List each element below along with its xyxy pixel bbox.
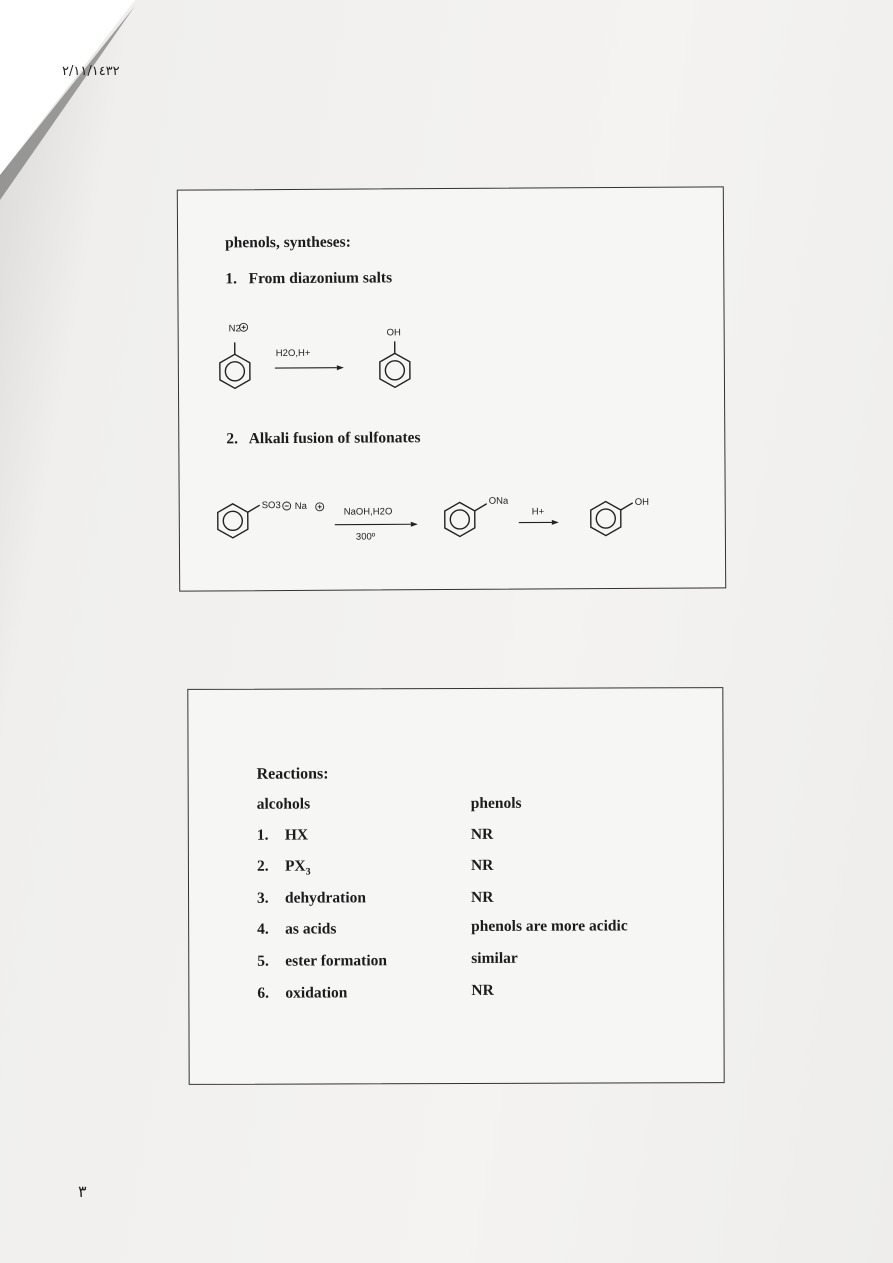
- reagent-label: NaOH,H2O: [343, 506, 393, 518]
- benzene-ring-icon: [218, 504, 260, 538]
- benzene-ring-icon: [220, 342, 250, 388]
- row-phenol: NR: [471, 888, 494, 906]
- hydroxyl-label: OH: [386, 327, 401, 339]
- row-alcohol: 6. oxidation: [257, 984, 348, 1002]
- method-1-heading: 1. From diazonium salts: [225, 269, 393, 288]
- benzene-ring-icon: [380, 341, 410, 387]
- row-phenol: NR: [470, 856, 494, 874]
- reagent-label: H2O,H+: [275, 347, 311, 360]
- sodium-label: Na: [294, 500, 307, 512]
- slide-reactions: [187, 687, 724, 1085]
- diazonium-label: N2: [228, 323, 241, 335]
- slide-title: phenols, syntheses:: [225, 233, 351, 252]
- phenoxide-label: ONa: [488, 495, 509, 507]
- row-alcohol: 4. as acids: [257, 920, 337, 938]
- row-phenol: similar: [471, 949, 518, 967]
- reaction-1-diagram: [178, 187, 725, 590]
- row-alcohol: 1. HX: [256, 826, 309, 844]
- slide-phenol-syntheses: [177, 186, 726, 591]
- benzene-ring-icon: [445, 502, 487, 536]
- column-header-alcohols: alcohols: [256, 795, 311, 813]
- slide-title: Reactions:: [256, 765, 329, 783]
- handwritten-date: ٢/١١/١٤٣٢: [62, 64, 120, 79]
- benzene-ring-icon: [591, 501, 633, 535]
- folded-corner-shadow: [0, 0, 160, 200]
- page-number: ٣: [78, 1182, 87, 1201]
- sulfonate-label: SO3: [261, 500, 281, 512]
- row-alcohol: 3. dehydration: [257, 889, 367, 907]
- row-alcohol: 5. ester formation: [257, 952, 388, 970]
- row-phenol: NR: [470, 825, 494, 843]
- row-phenol: phenols are more acidic: [471, 917, 628, 935]
- hydroxyl-label: OH: [634, 496, 649, 508]
- method-2-heading: 2. Alkali fusion of sulfonates: [226, 429, 421, 448]
- row-phenol: NR: [471, 981, 494, 999]
- temperature-label: 300º: [355, 531, 376, 543]
- column-header-phenols: phenols: [470, 794, 522, 812]
- acid-label: H+: [531, 506, 545, 518]
- row-alcohol: 2. $PX_3$: [256, 857, 311, 878]
